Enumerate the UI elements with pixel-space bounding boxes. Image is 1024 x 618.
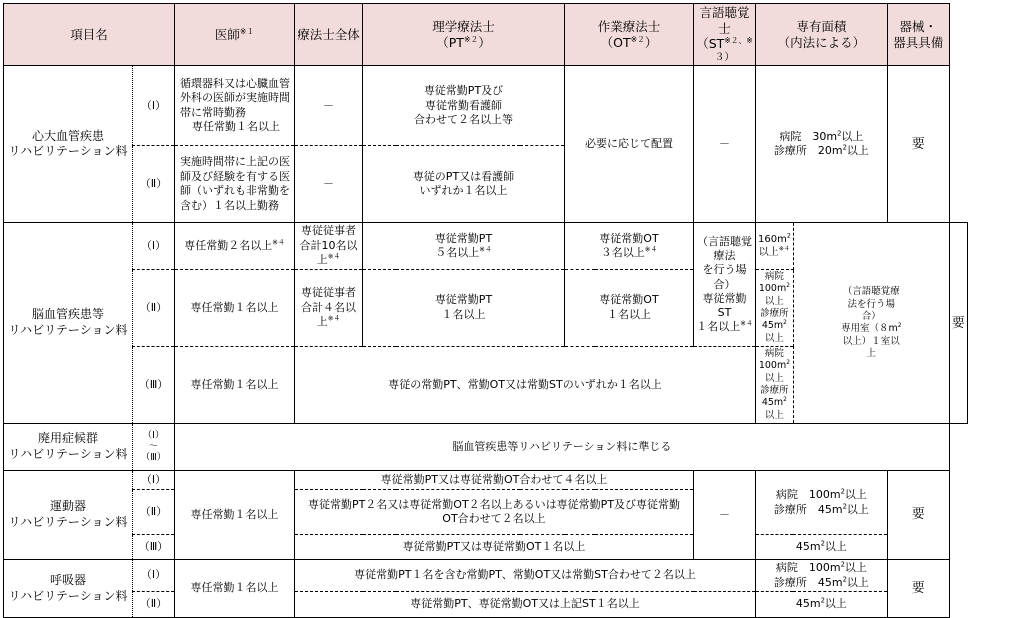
cardio-pt-1: 専従常勤PT及び 専従常勤看護師 合わせて２名以上等 xyxy=(363,66,565,146)
cerebro-pt-2: 専従常勤PT １名以上 xyxy=(363,269,565,346)
cerebro-row-1 xyxy=(4,223,968,270)
locomotor-staff-2: 専従常勤PT２名又は専従常勤OT２名以上あるいは専従常勤PT及び専従常勤OT合わせて２名以上 xyxy=(295,490,694,535)
cardio-doctor-2: 実施時間帯に上記の医師及び経験を有する医師（いずれも非常勤を含む）１名以上勤務 xyxy=(175,146,295,223)
header-area: 専有面積 （内法による） xyxy=(756,4,888,66)
cardio-st: － xyxy=(694,66,756,223)
cardio-ot: 必要に応じて配置 xyxy=(565,66,694,223)
cerebro-st: （言語聴覚療法 を行う場合） 専従常勤ST １名以上$^{※4}$ xyxy=(694,223,756,347)
cardio-row-1 xyxy=(4,66,968,146)
locomotor-equipment: 要 xyxy=(887,471,949,560)
cardio-therapist-1: － xyxy=(295,66,363,146)
respiratory-staff-1: 専従常勤PT１名を含む常勤PT、常勤OT又は常勤ST合わせて２名以上 xyxy=(295,560,756,592)
header-ot: 作業療法士 （OT$^{※2}$） xyxy=(565,4,694,66)
disuse-rank: （Ⅰ） ～ （Ⅲ） xyxy=(133,424,175,471)
cerebro-doctor-3: 専任常勤１名以上 xyxy=(175,346,295,423)
disuse-name: 廃用症候群 リハビリテーション料 xyxy=(4,424,133,471)
disuse-body: 脳血管疾患等リハビリテーション料に準じる xyxy=(175,424,950,471)
cerebro-therapist-1: 専従従事者 合計10名以上$^{※4}$ xyxy=(295,223,363,270)
cerebro-st-room: （言語聴覚療 法を行う場 合） 専用室（$8m^2$ 以上）１室以 上 xyxy=(793,223,949,424)
locomotor-doctor: 専任常勤１名以上 xyxy=(175,471,295,560)
respiratory-name: 呼吸器 リハビリテーション料 xyxy=(4,560,133,618)
cerebro-staff-3: 専従の常勤PT、常勤OT又は常勤STのいずれか１名以上 xyxy=(295,346,756,423)
respiratory-area-2: $45m^2$以上 xyxy=(756,592,888,618)
locomotor-area-3: $45m^2$以上 xyxy=(756,535,888,560)
cerebro-doctor-1: 専任常勤２名以上$^{※4}$ xyxy=(175,223,295,270)
header-row xyxy=(4,4,968,66)
cardio-doctor-1: 循環器科又は心臓血管外科の医師が実施時間帯に常時勤務 専任常勤１名以上 xyxy=(175,66,295,146)
header-pt: 理学療法士 （PT$^{※2}$） xyxy=(363,4,565,66)
locomotor-st: － xyxy=(694,471,756,560)
cerebro-ot-2: 専従常勤OT １名以上 xyxy=(565,269,694,346)
header-item: 項目名 xyxy=(4,4,175,66)
locomotor-rank-1: （Ⅰ） xyxy=(133,471,175,490)
respiratory-equipment: 要 xyxy=(887,560,949,618)
cerebro-area-3: 病院 $100m^2$以上 診療所 $45m^2$以上 xyxy=(756,346,794,423)
respiratory-staff-2: 専従常勤PT、専従常勤OT又は上記ST１名以上 xyxy=(295,592,756,618)
respiratory-rank-1: （Ⅰ） xyxy=(133,560,175,592)
cerebro-pt-1: 専従常勤PT ５名以上$^{※4}$ xyxy=(363,223,565,270)
locomotor-name: 運動器 リハビリテーション料 xyxy=(4,471,133,560)
cerebro-ot-1: 専従常勤OT ３名以上$^{※4}$ xyxy=(565,223,694,270)
header-therapist-all: 療法士全体 xyxy=(295,4,363,66)
cerebro-area-2: 病院 $100m^2$以上 診療所 $45m^2$以上 xyxy=(756,269,794,346)
cerebro-rank-3: （Ⅲ） xyxy=(133,346,175,423)
header-st: 言語聴覚士 （$ST^{※2、※}$ ３） xyxy=(694,4,756,66)
cardio-area: 病院 $30m^2$以上 診療所 $20m^2$以上 xyxy=(756,66,888,223)
locomotor-row-1 xyxy=(4,471,968,490)
cerebro-name: 脳血管疾患等 リハビリテーション料 xyxy=(4,223,133,424)
respiratory-row-2 xyxy=(4,592,968,618)
respiratory-doctor: 専任常勤１名以上 xyxy=(175,560,295,618)
cardio-therapist-2: － xyxy=(295,146,363,223)
respiratory-area-1: 病院 $100m^2$以上 診療所 $45m^2$以上 xyxy=(756,560,888,592)
locomotor-staff-3: 専従常勤PT又は専従常勤OT１名以上 xyxy=(295,535,694,560)
facility-standards-table xyxy=(3,3,968,618)
locomotor-row-3 xyxy=(4,535,968,560)
cerebro-area-1: $160m^2$以上$^{※4}$ xyxy=(756,223,794,270)
header-equipment: 器械・ 器具具備 xyxy=(887,4,949,66)
cardio-pt-2: 専従のPT又は看護師 いずれか１名以上 xyxy=(363,146,565,223)
cardio-equipment: 要 xyxy=(887,66,949,223)
locomotor-area-12: 病院 $100m^2$以上 診療所 $45m^2$以上 xyxy=(756,471,888,535)
locomotor-staff-1: 専従常勤PT又は専従常勤OT合わせて４名以上 xyxy=(295,471,694,490)
locomotor-rank-2: （Ⅱ） xyxy=(133,490,175,535)
cardio-rank-1: （Ⅰ） xyxy=(133,66,175,146)
cerebro-rank-2: （Ⅱ） xyxy=(133,269,175,346)
respiratory-rank-2: （Ⅱ） xyxy=(133,592,175,618)
locomotor-rank-3: （Ⅲ） xyxy=(133,535,175,560)
disuse-row xyxy=(4,424,968,471)
cerebro-therapist-2: 専従従事者 合計４名以上$^{※4}$ xyxy=(295,269,363,346)
respiratory-row-1 xyxy=(4,560,968,592)
header-doctor: 医師$^{※1}$ xyxy=(175,4,295,66)
cardio-rank-2: （Ⅱ） xyxy=(133,146,175,223)
cerebro-equipment: 要 xyxy=(949,223,967,424)
cerebro-doctor-2: 専任常勤１名以上 xyxy=(175,269,295,346)
cardio-name: 心大血管疾患 リハビリテーション料 xyxy=(4,66,133,223)
cerebro-rank-1: （Ⅰ） xyxy=(133,223,175,270)
